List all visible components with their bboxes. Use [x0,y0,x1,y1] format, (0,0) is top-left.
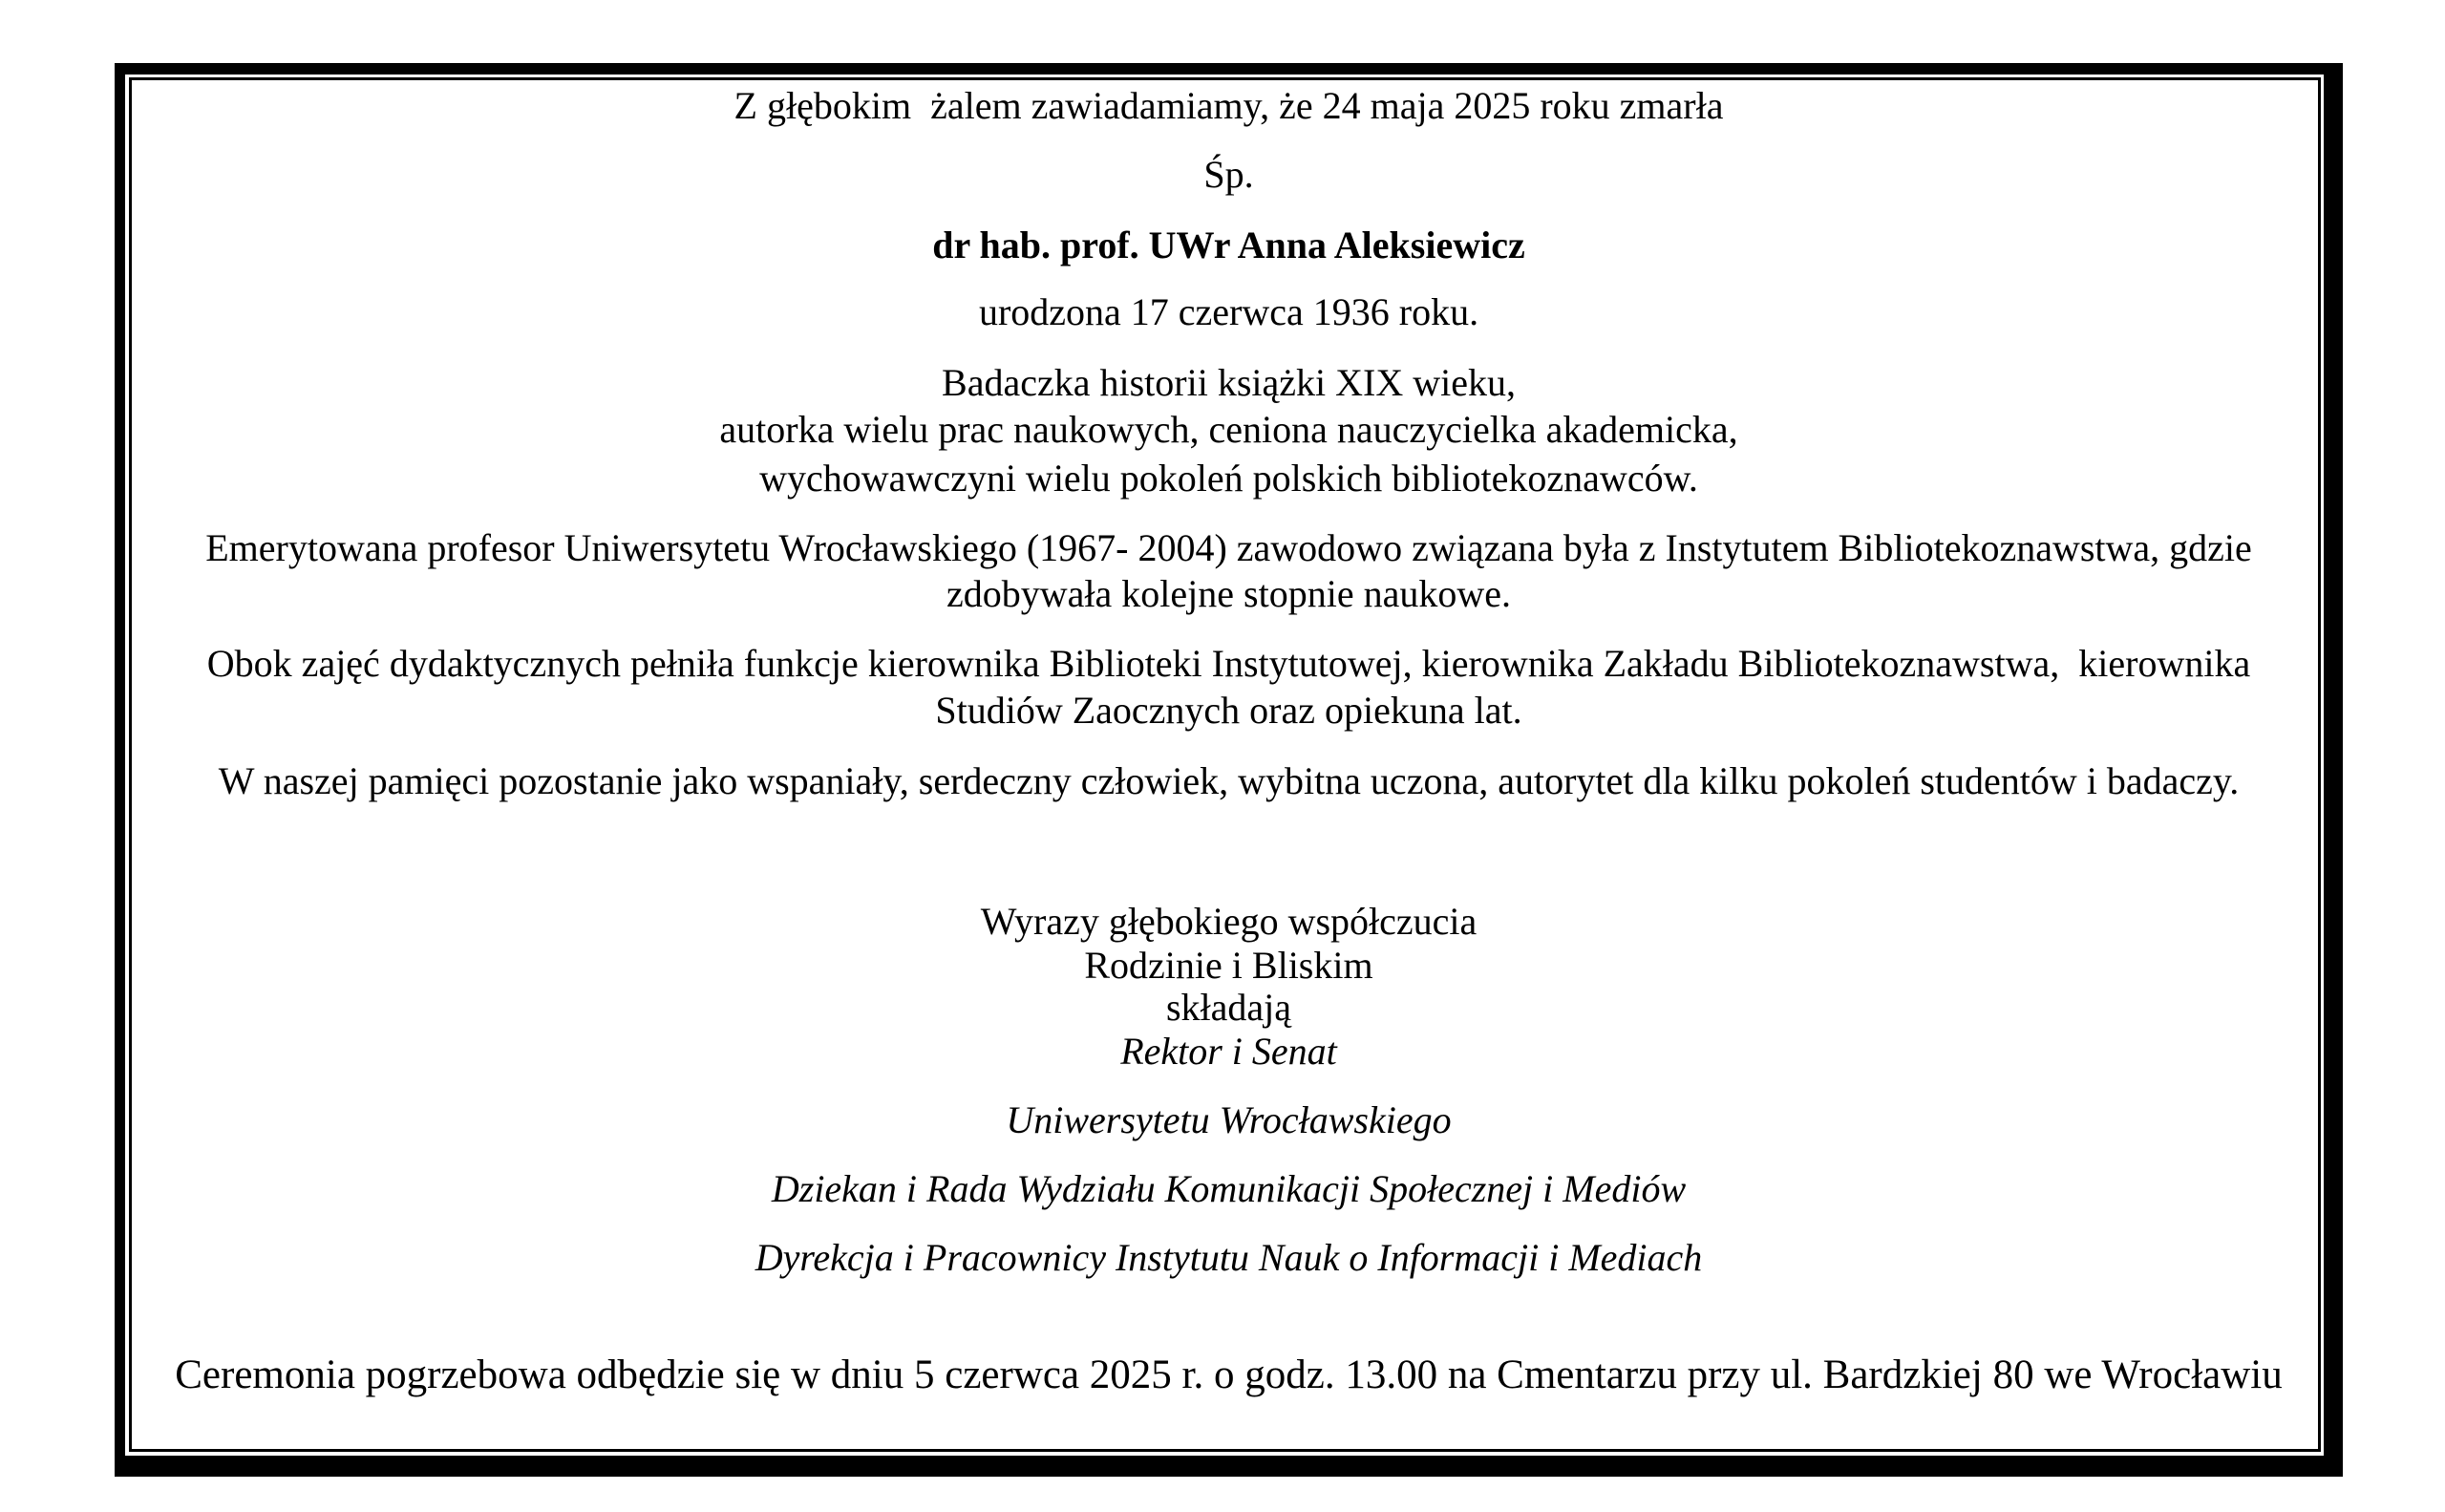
birth-date-line: urodzona 17 czerwca 1936 roku. [978,290,1479,333]
honorific: Śp. [1203,153,1254,196]
roles-line: Obok zajęć dydaktycznych pełniła funkcje kierownika Biblioteki Instytutowej, kierownika Zakładu Bibliotekoznawstwa, kierownika [206,642,2251,685]
funeral-ceremony-info: Ceremonia pogrzebowa odbędzie się w dniu 5 czerwca 2025 r. o godz. 13.00 na Cmentarzu przy ul. Bardzkiej 80 we Wrocławiu [175,1352,2283,1397]
announcement-line: Z głębokim żalem zawiadamiamy, że 24 maja 2025 roku zmarła [734,84,1724,127]
career-line: Emerytowana profesor Uniwersytetu Wrocławskiego (1967- 2004) zawodowo związana była z Instytutem Bibliotekoznawstwa, gdzie [205,526,2252,569]
description-line: autorka wielu prac naukowych, ceniona nauczycielka akademicka, [719,408,1738,451]
memory-line: W naszej pamięci pozostanie jako wspaniały, serdeczny człowiek, wybitna uczona, autorytet dla kilku pokoleń studentów i badaczy. [218,759,2240,802]
condolences-line: Rodzinie i Bliskim [1084,944,1373,987]
signatory-line: Rektor i Senat [1120,1030,1337,1073]
condolences-line: składają [1165,986,1292,1029]
deceased-name: dr hab. prof. UWr Anna Aleksiewicz [932,224,1525,266]
career-line: zdobywała kolejne stopnie naukowe. [946,572,1511,615]
signatory-line: Dziekan i Rada Wydziału Komunikacji Społecznej i Mediów [771,1167,1687,1210]
roles-line: Studiów Zaocznych oraz opiekuna lat. [935,689,1522,732]
obituary-notice [115,0,2343,1512]
signatory-line: Dyrekcja i Pracownicy Instytutu Nauk o Informacji i Mediach [755,1236,1703,1279]
condolences-line: Wyrazy głębokiego współczucia [980,900,1478,943]
description-line: wychowawczyni wielu pokoleń polskich bibliotekoznawców. [759,457,1698,500]
signatory-line: Uniwersytetu Wrocławskiego [1006,1098,1452,1141]
description-line: Badaczka historii książki XIX wieku, [942,361,1516,404]
